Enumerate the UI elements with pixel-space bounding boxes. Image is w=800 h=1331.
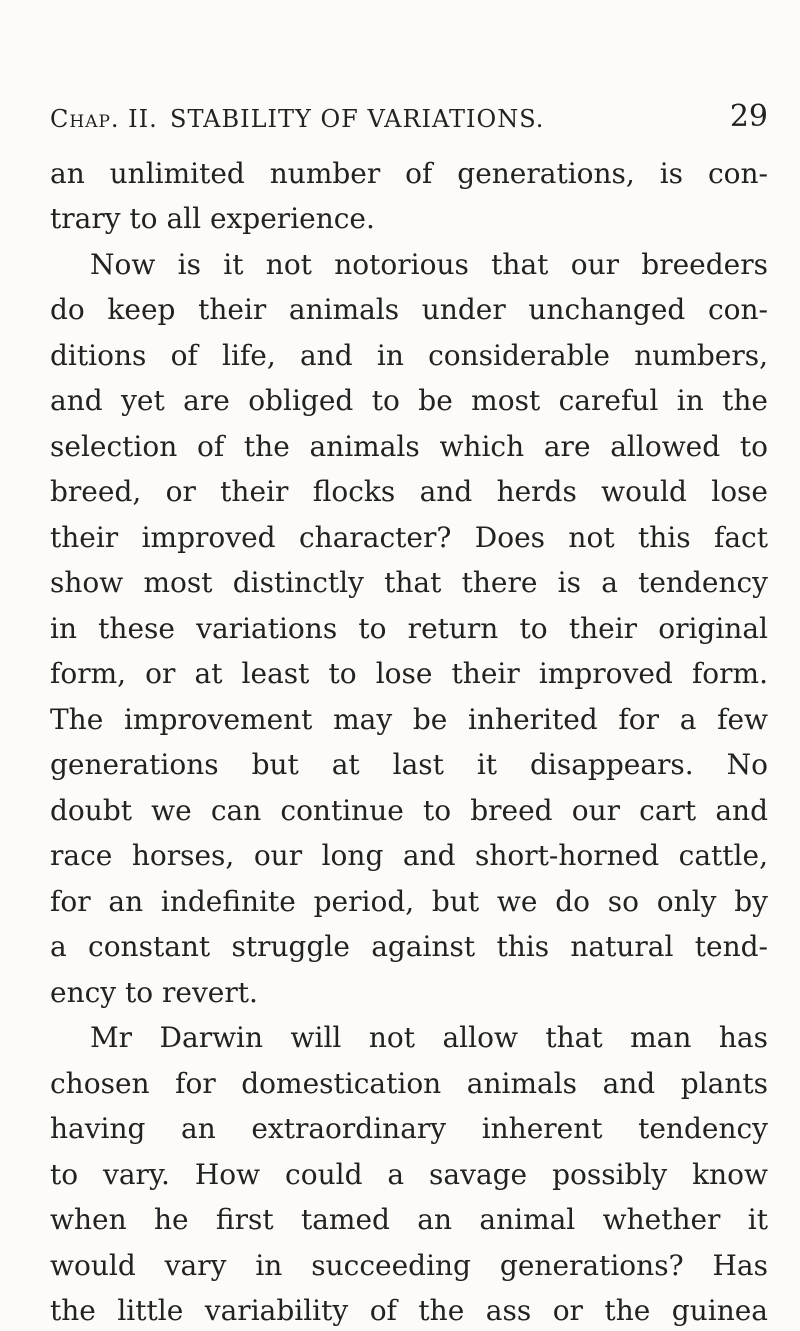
running-header xyxy=(50,99,770,141)
text-line: to vary. How could a savage possibly know xyxy=(50,1158,768,1191)
text-line: do keep their animals under unchanged con- xyxy=(50,293,768,326)
text-line: selection of the animals which are allowed to xyxy=(50,430,768,463)
text-line: the little variability of the ass or the guinea xyxy=(50,1294,768,1327)
text-line: The improvement may be inherited for a few xyxy=(50,703,768,736)
text-line: race horses, our long and short-horned cattle, xyxy=(50,839,768,872)
text-line: Mr Darwin will not allow that man has xyxy=(90,1021,768,1054)
running-title: STABILITY OF VARIATIONS. xyxy=(170,105,545,133)
text-line: ditions of life, and in considerable numbers, xyxy=(50,339,768,372)
text-line: would vary in succeeding generations? Has xyxy=(50,1249,768,1282)
text-line: Now is it not notorious that our breeders xyxy=(90,248,768,281)
text-line: a constant struggle against this natural tend- xyxy=(50,930,768,963)
page-number: 29 xyxy=(729,99,768,134)
text-line: in these variations to return to their original xyxy=(50,612,768,645)
text-line: chosen for domestication animals and plants xyxy=(50,1067,768,1100)
text-line: trary to all experience. xyxy=(50,202,375,235)
text-line: generations but at last it disappears. No xyxy=(50,748,768,781)
text-line: their improved character? Does not this fact xyxy=(50,521,768,554)
text-line: and yet are obliged to be most careful in the xyxy=(50,384,768,417)
text-line: show most distinctly that there is a tendency xyxy=(50,566,768,599)
text-line: for an indefinite period, but we do so only by xyxy=(50,885,768,918)
text-line: when he first tamed an animal whether it xyxy=(50,1203,768,1236)
text-line: doubt we can continue to breed our cart and xyxy=(50,794,768,827)
text-line: an unlimited number of generations, is con- xyxy=(50,157,768,190)
text-line: form, or at least to lose their improved form. xyxy=(50,657,768,690)
text-line: breed, or their flocks and herds would lose xyxy=(50,475,768,508)
text-line: having an extraordinary inherent tendency xyxy=(50,1112,768,1145)
chapter-label: Chap. II. xyxy=(50,105,158,133)
text-line: ency to revert. xyxy=(50,976,258,1009)
